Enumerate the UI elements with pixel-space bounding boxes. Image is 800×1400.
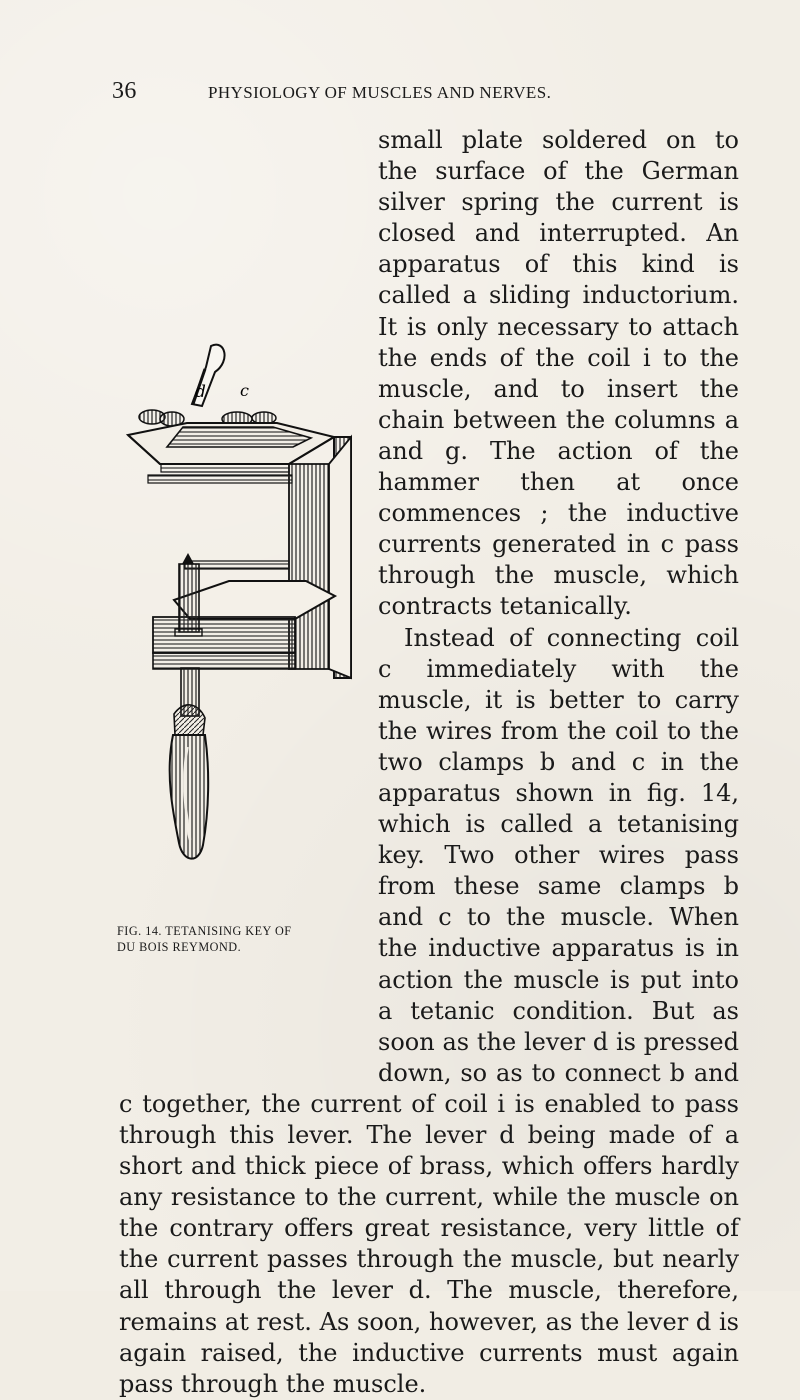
paragraph-1: small plate soldered on to the surface of the German silver spring the current is closed and interrupted. An apparatus of this kind is called a sliding inductorium. It is only necessary to attach the ends of the coil i to the muscle, and to insert the chain between the columns a and g. The action of the hammer then at once commences ; the inductive currents generated in c pass through the muscle, which contracts tetanically. <box>378 126 739 621</box>
page-header <box>112 78 732 108</box>
paragraph-2: Instead of connecting coil c immediately with the muscle, it is better to carry the wires from the coil to the two clamps b and c in the apparatus shown in fig. 14, which is called a tetanising key. Two other wires pass from these same clamps b and c to the muscle. When the inductive apparatus is in action the muscle is put into a tetanic condition. But as soon as the lever d is pressed down, so as to connect b and c together, the current of coil i is enabled to pass through this lever. The lever d being made of a short and thick piece of brass, which offers hardly any resistance to the current, while the muscle on the contrary offers great resistance, very little of the current passes through the muscle, but nearly all through the lever d. The muscle, therefore, remains at rest. As soon, however, as the lever d is again raised, the inductive currents must again pass through the muscle. <box>119 623 739 1398</box>
tetanising-key-illustration <box>119 343 374 918</box>
page-number: 36 <box>112 78 137 104</box>
clamp-frame <box>148 437 351 678</box>
figure-caption: FIG. 14. TETANISING KEY OF DU BOIS REYMOND. <box>117 924 292 954</box>
running-title: PHYSIOLOGY OF MUSCLES AND NERVES. <box>208 83 552 102</box>
label-d: d <box>195 382 206 402</box>
label-c: c <box>240 381 249 400</box>
figure-14 <box>119 343 374 1063</box>
main-text <box>119 125 739 1400</box>
